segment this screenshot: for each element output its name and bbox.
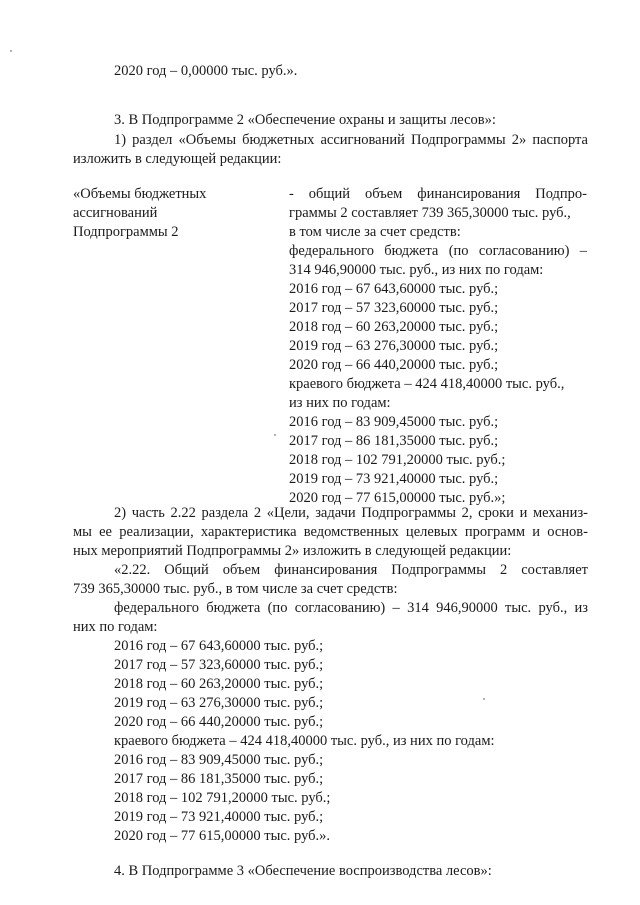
item1-line2: изложить в следующей редакции:	[73, 151, 282, 167]
item2-line: 2020 год – 77 615,00000 тыс. руб.».	[114, 828, 331, 844]
section4-heading: 4. В Подпрограмме 3 «Обеспечение воспроизводства лесов»:	[114, 863, 492, 879]
section3-heading: 3. В Подпрограмме 2 «Обеспечение охраны и защиты лесов»:	[114, 112, 496, 128]
item2-line: 2019 год – 63 276,30000 тыс. руб.;	[114, 695, 324, 711]
intro-line-2020: 2020 год – 0,00000 тыс. руб.».	[114, 63, 298, 79]
table-right-line: граммы 2 составляет 739 365,30000 тыс. руб.,	[289, 205, 571, 221]
item2-line: 2018 год – 60 263,20000 тыс. руб.;	[114, 676, 324, 692]
table-right-line: 2019 год – 73 921,40000 тыс. руб.;	[289, 471, 499, 487]
table-right-line: 2020 год – 77 615,00000 тыс. руб.»;	[289, 490, 506, 506]
table-right-line: - общий объем финансирования Подпро-	[289, 186, 587, 202]
item2-line: 2) часть 2.22 раздела 2 «Цели, задачи Подпрограммы 2, сроки и механиз-	[114, 505, 588, 521]
table-left-line: ассигнований	[73, 205, 158, 221]
table-right-line: 2020 год – 66 440,20000 тыс. руб.;	[289, 357, 499, 373]
item2-line: 2019 год – 73 921,40000 тыс. руб.;	[114, 809, 324, 825]
item2-line: 2017 год – 86 181,35000 тыс. руб.;	[114, 771, 324, 787]
table-right-line: 2018 год – 60 263,20000 тыс. руб.;	[289, 319, 499, 335]
table-right-line: федерального бюджета (по согласованию) –	[289, 243, 587, 259]
item2-line: 2017 год – 57 323,60000 тыс. руб.;	[114, 657, 324, 673]
item2-line: ных мероприятий Подпрограммы 2» изложить в следующей редакции:	[73, 543, 512, 559]
item2-line: 2016 год – 67 643,60000 тыс. руб.;	[114, 638, 324, 654]
item2-line: 2018 год – 102 791,20000 тыс. руб.;	[114, 790, 331, 806]
item2-line: мы ее реализации, характеристика ведомственных целевых программ и основ-	[73, 524, 588, 540]
table-right-line: из них по годам:	[289, 395, 391, 411]
item2-line: них по годам:	[73, 619, 158, 635]
item2-line: 2020 год – 66 440,20000 тыс. руб.;	[114, 714, 324, 730]
item2-line: федерального бюджета (по согласованию) – 314 946,90000 тыс. руб., из	[114, 600, 588, 616]
table-right-line: 2016 год – 83 909,45000 тыс. руб.;	[289, 414, 499, 430]
table-right-line: 2019 год – 63 276,30000 тыс. руб.;	[289, 338, 499, 354]
scan-speck	[274, 434, 276, 436]
table-right-line: 2017 год – 86 181,35000 тыс. руб.;	[289, 433, 499, 449]
table-right-line: 2017 год – 57 323,60000 тыс. руб.;	[289, 300, 499, 316]
item2-line: 2016 год – 83 909,45000 тыс. руб.;	[114, 752, 324, 768]
scan-speck	[483, 698, 485, 700]
table-right-line: 2018 год – 102 791,20000 тыс. руб.;	[289, 452, 506, 468]
table-right-line: 314 946,90000 тыс. руб., из них по годам:	[289, 262, 544, 278]
table-left-line: Подпрограммы 2	[73, 224, 179, 240]
table-left-line: «Объемы бюджетных	[73, 186, 207, 202]
scan-speck	[10, 50, 12, 52]
table-right-line: краевого бюджета – 424 418,40000 тыс. руб.,	[289, 376, 565, 392]
table-right-line: в том числе за счет средств:	[289, 224, 461, 240]
table-right-line: 2016 год – 67 643,60000 тыс. руб.;	[289, 281, 499, 297]
item2-line: «2.22. Общий объем финансирования Подпрограммы 2 составляет	[114, 562, 588, 578]
item2-line: 739 365,30000 тыс. руб., в том числе за счет средств:	[73, 581, 398, 597]
item1-line1: 1) раздел «Объемы бюджетных ассигнований Подпрограммы 2» паспорта	[114, 132, 588, 148]
item2-line: краевого бюджета – 424 418,40000 тыс. руб., из них по годам:	[114, 733, 495, 749]
